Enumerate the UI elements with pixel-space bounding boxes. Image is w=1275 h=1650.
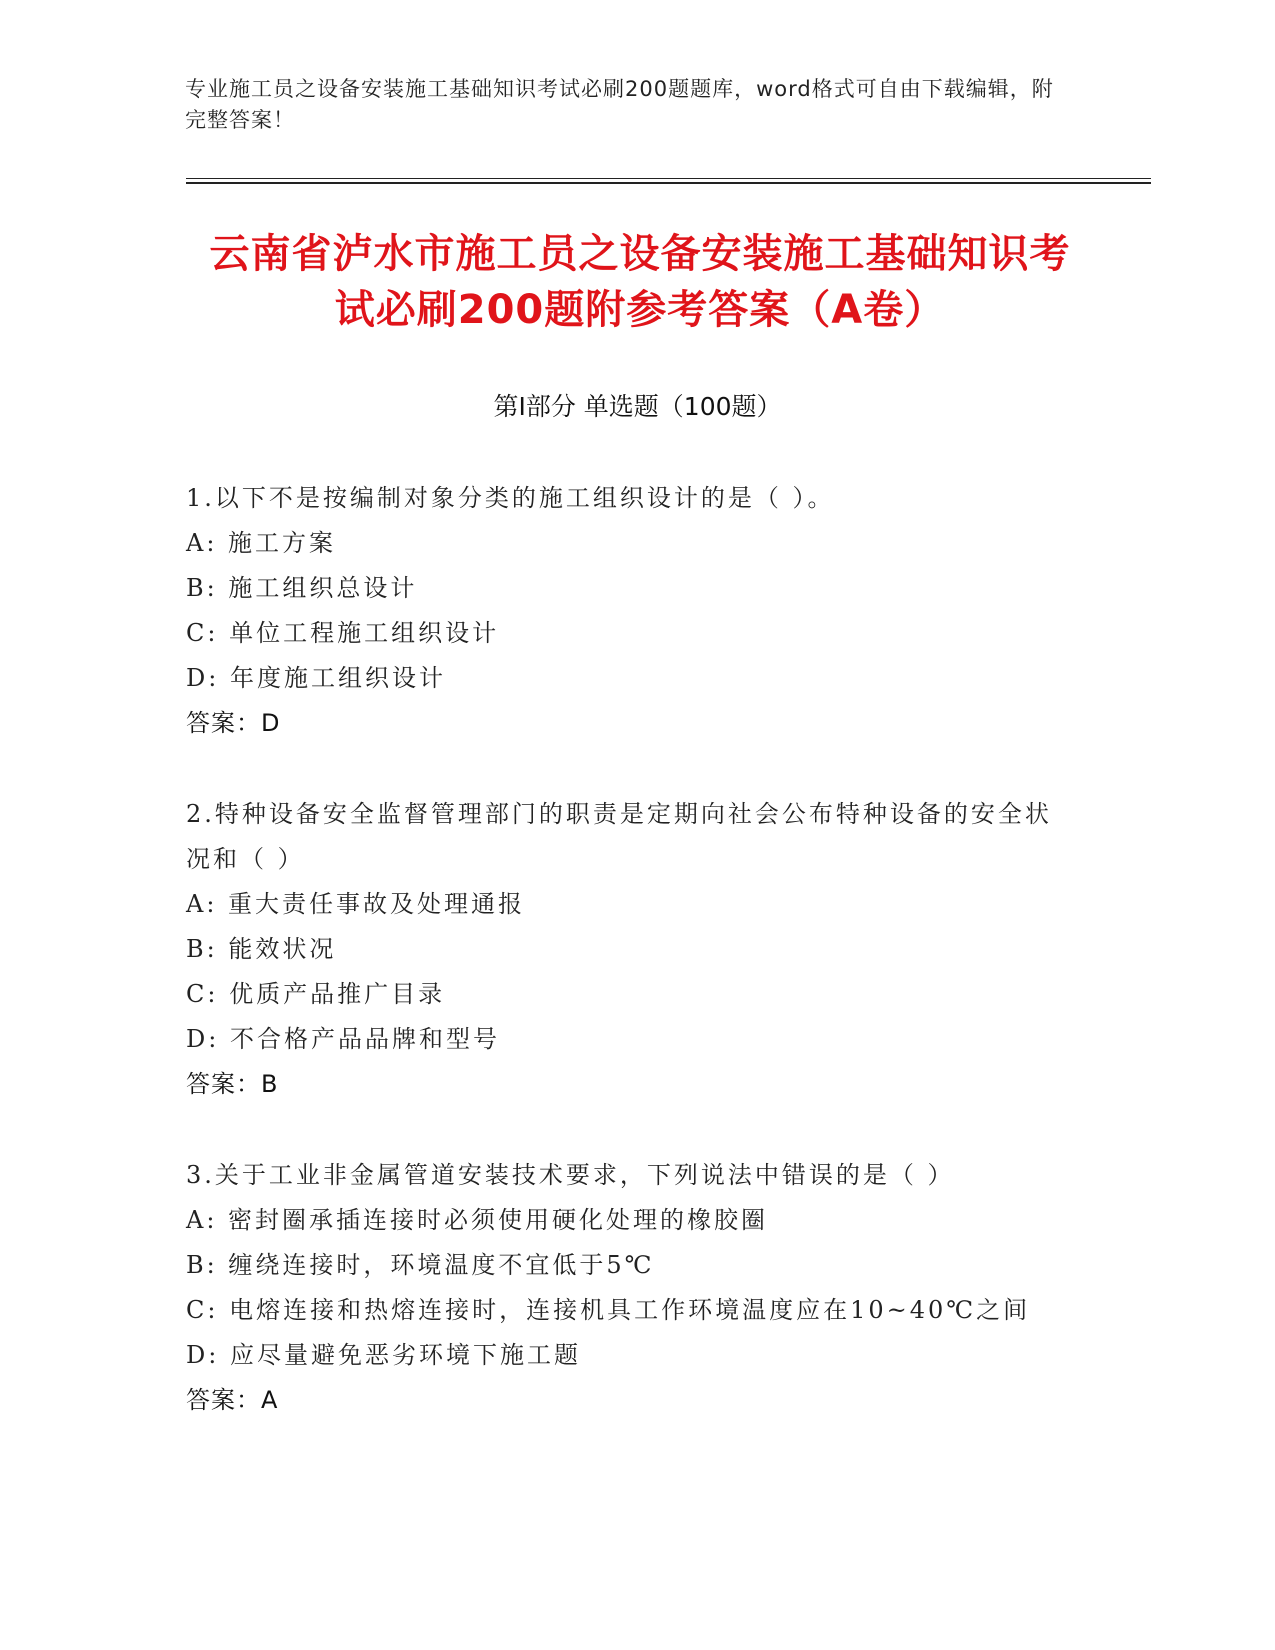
header-note: 专业施工员之设备安装施工基础知识考试必刷200题题库，word格式可自由下载编辑，附完整答案！ (185, 77, 1054, 132)
header-divider-thin (186, 178, 1151, 179)
option-a: A: 密封圈承插连接时必须使用硬化处理的橡胶圈 (186, 1206, 769, 1234)
option-c: C: 电熔连接和热熔连接时，连接机具工作环境温度应在10~40℃之间 (186, 1296, 1031, 1324)
option-b: B: 施工组织总设计 (186, 574, 418, 602)
header-divider-thick (186, 182, 1151, 184)
question-stem: 3.关于工业非金属管道安装技术要求，下列说法中错误的是（ ） (186, 1161, 955, 1189)
option-d: D: 不合格产品品牌和型号 (186, 1025, 500, 1053)
option-c: C: 优质产品推广目录 (186, 980, 446, 1008)
question-2 (186, 792, 1066, 1107)
question-1 (186, 476, 1066, 746)
section-heading: 第I部分 单选题（100题） (493, 392, 782, 421)
answer: 答案：B (186, 1070, 279, 1098)
answer: 答案：A (186, 1386, 279, 1414)
option-b: B: 缠绕连接时，环境温度不宜低于5℃ (186, 1251, 655, 1279)
question-3 (186, 1153, 1066, 1423)
question-stem: 2.特种设备安全监督管理部门的职责是定期向社会公布特种设备的安全状况和（ ） (186, 800, 1052, 873)
option-c: C: 单位工程施工组织设计 (186, 619, 500, 647)
document-title: 云南省泸水市施工员之设备安装施工基础知识考试必刷200题附参考答案（A卷） (209, 231, 1071, 333)
option-d: D: 年度施工组织设计 (186, 664, 446, 692)
question-list (186, 476, 1066, 1469)
question-stem: 1.以下不是按编制对象分类的施工组织设计的是（ ）。 (186, 484, 835, 512)
option-d: D: 应尽量避免恶劣环境下施工题 (186, 1341, 581, 1369)
answer: 答案：D (186, 709, 281, 737)
option-a: A: 重大责任事故及处理通报 (186, 890, 526, 918)
option-b: B: 能效状况 (186, 935, 337, 963)
option-a: A: 施工方案 (186, 529, 337, 557)
